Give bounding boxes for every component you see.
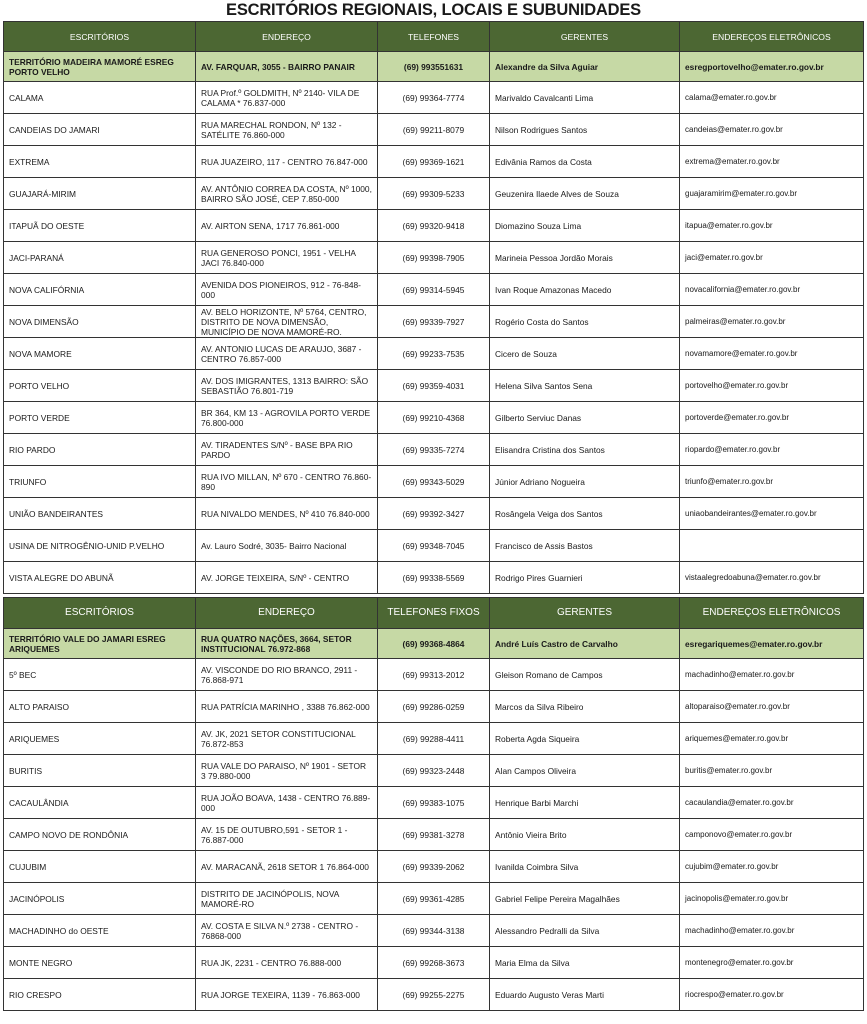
- cell-manager: Júnior Adriano Nogueira: [490, 466, 680, 498]
- cell-office: ALTO PARAISO: [4, 691, 196, 723]
- cell-email: uniaobandeirantes@emater.ro.gov.br: [680, 498, 864, 530]
- table-row: [4, 530, 864, 562]
- cell-phone: (69) 99343-5029: [378, 466, 490, 498]
- cell-address: AV. BELO HORIZONTE, Nº 5764, CENTRO, DISTRITO DE NOVA DIMENSÃO, MUNICÍPIO DE NOVA MAMORÉ-RO.: [196, 306, 378, 338]
- table-row: [4, 947, 864, 979]
- cell-address: AV. 15 DE OUTUBRO,591 - SETOR 1 - 76.887-000: [196, 819, 378, 851]
- cell-office: GUAJARÁ-MIRIM: [4, 178, 196, 210]
- cell-office: CACAULÂNDIA: [4, 787, 196, 819]
- col-header-offices: ESCRITÓRIOS: [4, 22, 196, 52]
- cell-email: candeias@emater.ro.gov.br: [680, 114, 864, 146]
- cell-manager: Maria Elma da Silva: [490, 947, 680, 979]
- cell-address: RUA IVO MILLAN, Nº 670 - CENTRO 76.860-890: [196, 466, 378, 498]
- col-header-address: ENDEREÇO: [196, 598, 378, 629]
- region-manager: André Luís Castro de Carvalho: [490, 629, 680, 659]
- table-row: [4, 755, 864, 787]
- col-header-offices: ESCRITÓRIOS: [4, 598, 196, 629]
- cell-address: RUA NIVALDO MENDES, Nº 410 76.840-000: [196, 498, 378, 530]
- table-row: [4, 466, 864, 498]
- cell-email: portoverde@emater.ro.gov.br: [680, 402, 864, 434]
- cell-phone: (69) 99338-5569: [378, 562, 490, 594]
- cell-manager: Eduardo Augusto Veras Marti: [490, 979, 680, 1011]
- cell-address: RUA JORGE TEXEIRA, 1139 - 76.863-000: [196, 979, 378, 1011]
- cell-email: jaci@emater.ro.gov.br: [680, 242, 864, 274]
- cell-office: USINA DE NITROGÊNIO-UNID P.VELHO: [4, 530, 196, 562]
- cell-phone: (69) 99381-3278: [378, 819, 490, 851]
- region-address: AV. FARQUAR, 3055 - BAIRRO PANAIR: [196, 52, 378, 82]
- cell-manager: Alessandro Pedralli da Silva: [490, 915, 680, 947]
- cell-office: BURITIS: [4, 755, 196, 787]
- table-row: [4, 338, 864, 370]
- cell-email: riocrespo@emater.ro.gov.br: [680, 979, 864, 1011]
- region-office: TERRITÓRIO MADEIRA MAMORÉ ESREG PORTO VELHO: [4, 52, 196, 82]
- cell-address: AV. ANTÔNIO CORREA DA COSTA, Nº 1000, BAIRRO SÃO JOSÉ, CEP 7.850-000: [196, 178, 378, 210]
- cell-address: RUA Prof.º GOLDMITH, Nº 2140- VILA DE CALAMA * 76.837-000: [196, 82, 378, 114]
- cell-phone: (69) 99320-9418: [378, 210, 490, 242]
- cell-manager: Helena Silva Santos Sena: [490, 370, 680, 402]
- region-email: esregportovelho@emater.ro.gov.br: [680, 52, 864, 82]
- cell-office: 5º BEC: [4, 659, 196, 691]
- cell-email: camponovo@emater.ro.gov.br: [680, 819, 864, 851]
- cell-phone: (69) 99398-7905: [378, 242, 490, 274]
- col-header-managers: GERENTES: [490, 22, 680, 52]
- cell-address: RUA JK, 2231 - CENTRO 76.888-000: [196, 947, 378, 979]
- cell-manager: Edivânia Ramos da Costa: [490, 146, 680, 178]
- cell-manager: Henrique Barbi Marchi: [490, 787, 680, 819]
- table-row: [4, 402, 864, 434]
- cell-office: JACI-PARANÁ: [4, 242, 196, 274]
- cell-office: CAMPO NOVO DE RONDÔNIA: [4, 819, 196, 851]
- cell-office: VISTA ALEGRE DO ABUNÃ: [4, 562, 196, 594]
- cell-phone: (69) 99364-7774: [378, 82, 490, 114]
- cell-office: NOVA DIMENSÃO: [4, 306, 196, 338]
- cell-manager: Diomazino Souza Lima: [490, 210, 680, 242]
- cell-office: CANDEIAS DO JAMARI: [4, 114, 196, 146]
- cell-office: CUJUBIM: [4, 851, 196, 883]
- table-row: [4, 851, 864, 883]
- table-row: [4, 114, 864, 146]
- cell-address: AV. ANTONIO LUCAS DE ARAUJO, 3687 - CENTRO 76.857-000: [196, 338, 378, 370]
- cell-phone: (69) 99339-2062: [378, 851, 490, 883]
- col-header-emails: ENDEREÇOS ELETRÔNICOS: [680, 598, 864, 629]
- table-row: [4, 210, 864, 242]
- cell-phone: (69) 99313-2012: [378, 659, 490, 691]
- cell-email: cacaulandia@emater.ro.gov.br: [680, 787, 864, 819]
- cell-address: Av. Lauro Sodré, 3035- Bairro Nacional: [196, 530, 378, 562]
- cell-phone: (69) 99369-1621: [378, 146, 490, 178]
- cell-email: calama@emater.ro.gov.br: [680, 82, 864, 114]
- cell-email: riopardo@emater.ro.gov.br: [680, 434, 864, 466]
- cell-phone: (69) 99359-4031: [378, 370, 490, 402]
- cell-phone: (69) 99339-7927: [378, 306, 490, 338]
- col-header-phones: TELEFONES FIXOS: [378, 598, 490, 629]
- cell-phone: (69) 99286-0259: [378, 691, 490, 723]
- cell-phone: (69) 99348-7045: [378, 530, 490, 562]
- table-row: [4, 787, 864, 819]
- cell-manager: Elisandra Cristina dos Santos: [490, 434, 680, 466]
- cell-manager: Rosângela Veiga dos Santos: [490, 498, 680, 530]
- region-office: TERRITÓRIO VALE DO JAMARI ESREG ARIQUEMES: [4, 629, 196, 659]
- cell-address: RUA JUAZEIRO, 117 - CENTRO 76.847-000: [196, 146, 378, 178]
- cell-address: AV. JORGE TEIXEIRA, S/Nº - CENTRO: [196, 562, 378, 594]
- cell-email: guajaramirim@emater.ro.gov.br: [680, 178, 864, 210]
- cell-phone: (69) 99344-3138: [378, 915, 490, 947]
- region-address: RUA QUATRO NAÇÕES, 3664, SETOR INSTITUCIONAL 76.972-868: [196, 629, 378, 659]
- cell-office: NOVA MAMORE: [4, 338, 196, 370]
- cell-manager: Gleison Romano de Campos: [490, 659, 680, 691]
- cell-manager: Ivanilda Coimbra Silva: [490, 851, 680, 883]
- cell-address: AV. JK, 2021 SETOR CONSTITUCIONAL 76.872-853: [196, 723, 378, 755]
- cell-office: JACINÓPOLIS: [4, 883, 196, 915]
- cell-phone: (69) 99323-2448: [378, 755, 490, 787]
- cell-address: AV. DOS IMIGRANTES, 1313 BAIRRO: SÃO SEBASTIÃO 76.801-719: [196, 370, 378, 402]
- cell-phone: (69) 99335-7274: [378, 434, 490, 466]
- col-header-phones: TELEFONES: [378, 22, 490, 52]
- cell-phone: (69) 99288-4411: [378, 723, 490, 755]
- cell-phone: (69) 99268-3673: [378, 947, 490, 979]
- cell-email: ariquemes@emater.ro.gov.br: [680, 723, 864, 755]
- cell-email: altoparaiso@emater.ro.gov.br: [680, 691, 864, 723]
- cell-manager: Antônio Vieira Brito: [490, 819, 680, 851]
- region-row: [4, 629, 864, 659]
- region-email: esregariquemes@emater.ro.gov.br: [680, 629, 864, 659]
- table-row: [4, 274, 864, 306]
- table-row: [4, 723, 864, 755]
- cell-manager: Ivan Roque Amazonas Macedo: [490, 274, 680, 306]
- cell-phone: (69) 99392-3427: [378, 498, 490, 530]
- cell-phone: (69) 99255-2275: [378, 979, 490, 1011]
- table-header-row: [4, 598, 864, 629]
- col-header-managers: GERENTES: [490, 598, 680, 629]
- cell-manager: Rodrigo Pires Guarnieri: [490, 562, 680, 594]
- cell-manager: Marivaldo Cavalcanti Lima: [490, 82, 680, 114]
- cell-manager: Francisco de Assis Bastos: [490, 530, 680, 562]
- cell-office: MACHADINHO do OESTE: [4, 915, 196, 947]
- cell-office: RIO CRESPO: [4, 979, 196, 1011]
- cell-office: UNIÃO BANDEIRANTES: [4, 498, 196, 530]
- cell-address: AV. VISCONDE DO RIO BRANCO, 2911 - 76.868-971: [196, 659, 378, 691]
- cell-office: ITAPUÃ DO OESTE: [4, 210, 196, 242]
- cell-email: extrema@emater.ro.gov.br: [680, 146, 864, 178]
- region-phone: (69) 99368-4864: [378, 629, 490, 659]
- cell-manager: Roberta Agda Siqueira: [490, 723, 680, 755]
- cell-office: NOVA CALIFÓRNIA: [4, 274, 196, 306]
- cell-office: PORTO VELHO: [4, 370, 196, 402]
- cell-email: machadinho@emater.ro.gov.br: [680, 659, 864, 691]
- cell-phone: (69) 99361-4285: [378, 883, 490, 915]
- cell-manager: Marcos da Silva Ribeiro: [490, 691, 680, 723]
- cell-phone: (69) 99314-5945: [378, 274, 490, 306]
- cell-manager: Marineia Pessoa Jordão Morais: [490, 242, 680, 274]
- cell-office: ARIQUEMES: [4, 723, 196, 755]
- cell-email: itapua@emater.ro.gov.br: [680, 210, 864, 242]
- cell-address: RUA MARECHAL RONDON, Nº 132 - SATÉLITE 76.860-000: [196, 114, 378, 146]
- cell-email: palmeiras@emater.ro.gov.br: [680, 306, 864, 338]
- cell-manager: Gilberto Serviuc Danas: [490, 402, 680, 434]
- table-row: [4, 883, 864, 915]
- cell-email: cujubim@emater.ro.gov.br: [680, 851, 864, 883]
- cell-office: MONTE NEGRO: [4, 947, 196, 979]
- cell-office: CALAMA: [4, 82, 196, 114]
- table-row: [4, 819, 864, 851]
- offices-table-vale-do-jamari: [3, 597, 864, 1011]
- cell-phone: (69) 99233-7535: [378, 338, 490, 370]
- cell-address: RUA JOÃO BOAVA, 1438 - CENTRO 76.889-000: [196, 787, 378, 819]
- cell-address: BR 364, KM 13 - AGROVILA PORTO VERDE 76.800-000: [196, 402, 378, 434]
- cell-email: montenegro@emater.ro.gov.br: [680, 947, 864, 979]
- cell-address: AV. TIRADENTES S/Nº - BASE BPA RIO PARDO: [196, 434, 378, 466]
- cell-address: RUA PATRÍCIA MARINHO , 3388 76.862-000: [196, 691, 378, 723]
- table-row: [4, 562, 864, 594]
- cell-office: TRIUNFO: [4, 466, 196, 498]
- cell-address: AVENIDA DOS PIONEIROS, 912 - 76-848-000: [196, 274, 378, 306]
- table-row: [4, 434, 864, 466]
- table-row: [4, 498, 864, 530]
- table-row: [4, 979, 864, 1011]
- table-row: [4, 370, 864, 402]
- table-row: [4, 146, 864, 178]
- cell-email: triunfo@emater.ro.gov.br: [680, 466, 864, 498]
- cell-address: AV. AIRTON SENA, 1717 76.861-000: [196, 210, 378, 242]
- cell-email: vistaalegredoabuna@emater.ro.gov.br: [680, 562, 864, 594]
- cell-address: RUA GENEROSO PONCI, 1951 - VELHA JACI 76.840-000: [196, 242, 378, 274]
- offices-table-madeira-mamore: [3, 21, 864, 594]
- region-row: [4, 52, 864, 82]
- cell-office: EXTREMA: [4, 146, 196, 178]
- cell-manager: Geuzenira Ilaede Alves de Souza: [490, 178, 680, 210]
- cell-office: PORTO VERDE: [4, 402, 196, 434]
- cell-email: machadinho@emater.ro.gov.br: [680, 915, 864, 947]
- cell-address: AV. MARACANÃ, 2618 SETOR 1 76.864-000: [196, 851, 378, 883]
- table-header-row: [4, 22, 864, 52]
- table-row: [4, 178, 864, 210]
- cell-address: DISTRITO DE JACINÓPOLIS, NOVA MAMORÉ-RO: [196, 883, 378, 915]
- cell-email: buritis@emater.ro.gov.br: [680, 755, 864, 787]
- table-row: [4, 82, 864, 114]
- cell-office: RIO PARDO: [4, 434, 196, 466]
- cell-phone: (69) 99309-5233: [378, 178, 490, 210]
- table-row: [4, 242, 864, 274]
- page-title: ESCRITÓRIOS REGIONAIS, LOCAIS E SUBUNIDADES: [226, 1, 641, 19]
- cell-address: RUA VALE DO PARAISO, Nº 1901 - SETOR 3 79.880-000: [196, 755, 378, 787]
- cell-manager: Cicero de Souza: [490, 338, 680, 370]
- table-row: [4, 915, 864, 947]
- cell-manager: Nilson Rodrigues Santos: [490, 114, 680, 146]
- cell-email: novamamore@emater.ro.gov.br: [680, 338, 864, 370]
- cell-phone: (69) 99211-8079: [378, 114, 490, 146]
- table-row: [4, 306, 864, 338]
- cell-email: [680, 530, 864, 562]
- cell-email: portovelho@emater.ro.gov.br: [680, 370, 864, 402]
- table-row: [4, 659, 864, 691]
- cell-email: novacalifornia@emater.ro.gov.br: [680, 274, 864, 306]
- cell-manager: Alan Campos Oliveira: [490, 755, 680, 787]
- region-manager: Alexandre da Silva Aguiar: [490, 52, 680, 82]
- cell-phone: (69) 99383-1075: [378, 787, 490, 819]
- cell-address: AV. COSTA E SILVA N.º 2738 - CENTRO - 76868-000: [196, 915, 378, 947]
- cell-manager: Rogério Costa do Santos: [490, 306, 680, 338]
- table-row: [4, 691, 864, 723]
- region-phone: (69) 993551631: [378, 52, 490, 82]
- cell-manager: Gabriel Felipe Pereira Magalhães: [490, 883, 680, 915]
- col-header-emails: ENDEREÇOS ELETRÔNICOS: [680, 22, 864, 52]
- cell-phone: (69) 99210-4368: [378, 402, 490, 434]
- cell-email: jacinopolis@emater.ro.gov.br: [680, 883, 864, 915]
- col-header-address: ENDEREÇO: [196, 22, 378, 52]
